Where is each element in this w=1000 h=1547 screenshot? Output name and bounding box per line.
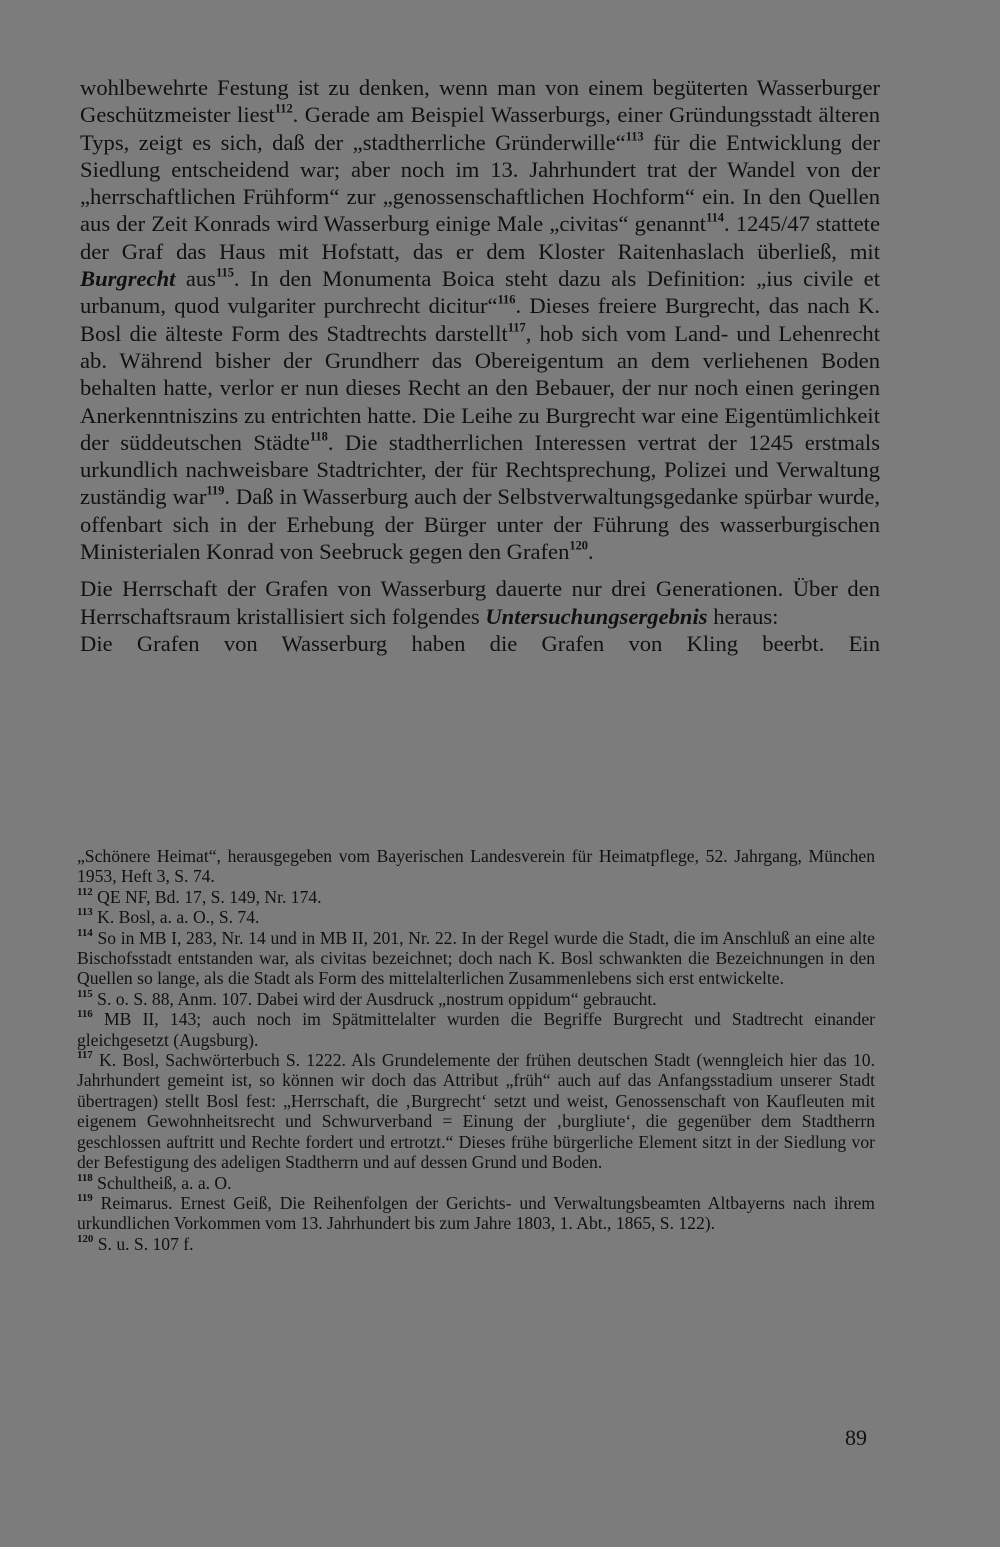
footnote-number: 116 <box>77 1008 93 1021</box>
text-run: . Daß in Wasserburg auch der Selbstverwaltungsgedanke spürbar wurde, offenbart sich in der Erhebung der Bürger unter der Führung des wasserburgischen Ministerialen Konrad von Seebruck gegen den Grafen <box>80 484 881 565</box>
footnotes <box>77 846 875 1254</box>
footnote-text: S. o. S. 88, Anm. 107. Dabei wird der Ausdruck „nostrum oppidum“ gebraucht. <box>92 988 657 1009</box>
footnote-text: So in MB I, 283, Nr. 14 und in MB II, 201, Nr. 22. In der Regel wurde die Stadt, die im Anschluß an eine alte Bischofsstadt entstanden war, als civitas bezeichnet; doch nach K. Bosl schwankten die Bezeichnungen in den Quellen so lange, als die Stadt als Form des mittelalterlichen Zusammenlebens sich erst entwickelte. <box>77 927 875 989</box>
footnote-text: MB II, 143; auch noch im Spätmittelalter wurden die Begriffe Burgrecht und Stadtrecht einander gleichgesetzt (Augsburg). <box>77 1009 875 1050</box>
paragraph-3: Die Grafen von Wasserburg haben die Grafen von Kling beerbt. Ein <box>80 630 880 656</box>
text-run: . Dieses freiere Burgrecht, das nach K. Bosl die älteste Form des Stadtrechts darstellt <box>80 293 880 346</box>
footnote-ref: 118 <box>309 429 328 444</box>
text-run: . Die stadtherrlichen Interessen vertrat der 1245 erstmals urkundlich nachweisbare Stadtrichter, der für Rechtsprechung, Polizei und Verwaltung zuständig war <box>80 429 880 510</box>
footnote-number: 113 <box>77 906 93 919</box>
text-run: für die Entwicklung der Siedlung entscheidend war; aber noch im 13. Jahrhundert trat der Wandel von der „herrschaftlichen Frühform“ zur „genossenschaftlichen Hochform“ ein. In den Quellen aus der Zeit Konrads wird Wasserburg einige Male „civitas“ genannt <box>80 129 880 237</box>
text-run: wohlbewehrte Festung ist zu denken, wenn man von einem begüterten Wasserburger Geschützmeister liest <box>80 75 880 128</box>
text-run: , hob sich vom Land- und Lehenrecht ab. Während bisher der Grundherr das Obereigentum an dem verliehenen Boden behalten hatte, verlor er nun dieses Recht an den Bebauer, der nur noch einen geringen Anerkenntniszins zu entrichten hatte. Die Leihe zu Burgrecht war eine Eigentümlichkeit der süddeutschen Städte <box>80 320 880 455</box>
emphasis: Burgrecht <box>80 266 176 292</box>
text-run: . 1245/47 stattete der Graf das Haus mit Hofstatt, das er dem Kloster Raitenhaslach überließ, mit <box>80 211 880 264</box>
footnote <box>77 1173 875 1193</box>
text-run: . Gerade am Beispiel Wasserburgs, einer Gründungsstadt älteren Typs, zeigt es sich, daß der „stadtherrliche Gründerwille“ <box>80 102 880 155</box>
emphasis: Untersuchungsergebnis <box>485 603 708 629</box>
footnote <box>77 1193 875 1234</box>
footnote-ref: 113 <box>625 129 644 144</box>
text-run: . <box>588 539 594 565</box>
footnote <box>77 928 875 989</box>
footnote-ref: 120 <box>569 538 589 553</box>
footnote-number: 119 <box>77 1191 93 1204</box>
footnote-ref: 115 <box>215 265 234 280</box>
footnote <box>77 846 875 887</box>
footnote-number: 112 <box>77 885 93 898</box>
footnote-text: „Schönere Heimat“, herausgegeben vom Bayerischen Landesverein für Heimatpflege, 52. Jahrgang, München 1953, Heft 3, S. 74. <box>77 846 875 887</box>
footnote-ref: 112 <box>274 101 293 116</box>
main-text <box>80 74 880 657</box>
footnote-ref: 119 <box>206 484 225 499</box>
text-run: aus <box>175 266 216 292</box>
footnote-text: S. u. S. 107 f. <box>93 1233 194 1254</box>
footnote-ref: 117 <box>507 320 526 335</box>
footnote-text: K. Bosl, a. a. O., S. 74. <box>92 907 260 928</box>
footnote-number: 114 <box>77 926 93 939</box>
footnote-number: 118 <box>77 1171 93 1184</box>
footnote <box>77 1009 875 1050</box>
paragraph-2 <box>80 575 880 630</box>
footnote <box>77 1234 875 1254</box>
footnote-ref: 114 <box>706 211 725 226</box>
paragraph-1 <box>80 74 880 565</box>
footnote-text: Schultheiß, a. a. O. <box>92 1172 232 1193</box>
footnote <box>77 989 875 1009</box>
footnote <box>77 887 875 907</box>
footnote-text: K. Bosl, Sachwörterbuch S. 1222. Als Grundelemente der frühen deutschen Stadt (wenngleich hier das 10. Jahrhundert gemeint ist, so können wir doch das Attribut „früh“ auch auf das Anfangsstadium unserer Stadt übertragen) stellt Bosl fest: „Herrschaft, die ‚Burgrecht‘ setzt und weist, Genossenschaft von Kaufleuten mit eigenem Gewohnheitsrecht und Schwurverband = Einung der ‚burgliute‘, die gegenüber dem Stadtherrn geschlossen auftritt und Rechte fordert und ertrotzt.“ Dieses frühe bürgerliche Element sitzt in der Siedlung vor der Befestigung des adeligen Stadtherrn und auf dessen Grund und Boden. <box>77 1050 875 1173</box>
text-run: heraus: <box>707 603 779 629</box>
footnote <box>77 907 875 927</box>
footnote-number: 115 <box>77 987 93 1000</box>
footnote-text: Reimarus. Ernest Geiß, Die Reihenfolgen der Gerichts- und Verwaltungsbeamten Altbayerns nach ihrem urkundlichen Vorkommen vom 13. Jahrhundert bis zum Jahre 1803, 1. Abt., 1865, S. 122). <box>77 1192 875 1234</box>
footnote-number: 117 <box>77 1048 93 1061</box>
footnote <box>77 1050 875 1172</box>
footnote-text: QE NF, Bd. 17, S. 149, Nr. 174. <box>92 886 322 907</box>
footnote-number: 120 <box>77 1232 94 1245</box>
footnote-ref: 116 <box>497 293 516 308</box>
page-number: 89 <box>845 1425 867 1450</box>
text-run: Die Herrschaft der Grafen von Wasserburg dauerte nur drei Generationen. Über den Herrschaftsraum kristallisiert sich folgendes <box>80 576 880 629</box>
text-run: . In den Monumenta Boica steht dazu als Definition: „ius civile et urbanum, quod vulgariter purchrecht dicitur“ <box>80 266 880 319</box>
